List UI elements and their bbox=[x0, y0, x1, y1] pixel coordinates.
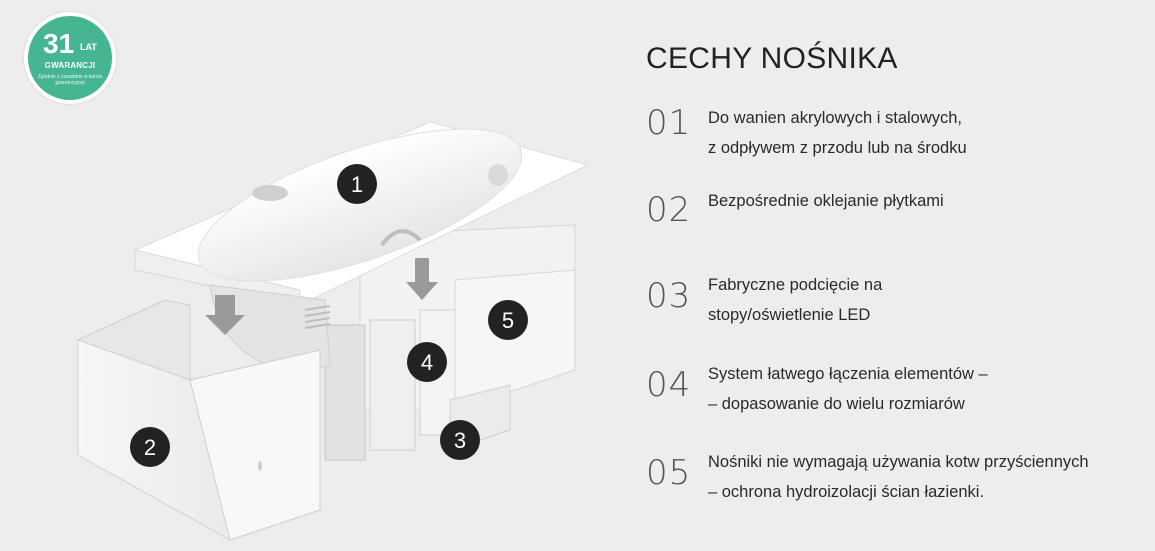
feature-line: Do wanien akrylowych i stalowych, bbox=[708, 109, 963, 127]
feature-number: 05 bbox=[646, 453, 692, 493]
guarantee-badge-circle bbox=[28, 16, 112, 100]
feature-number: 04 bbox=[646, 365, 692, 405]
feature-text bbox=[708, 270, 882, 330]
guarantee-label: GWARANCJI bbox=[44, 61, 96, 70]
guarantee-note: Zgodnie z zasadami w karcie gwarancyjnej bbox=[37, 74, 103, 86]
feature-line: Nośniki nie wymagają używania kotw przyściennych bbox=[708, 453, 1089, 471]
feature-line: – ochrona hydroizolacji ścian łazienki. bbox=[708, 483, 985, 501]
feature-number: 02 bbox=[646, 190, 692, 230]
bathtub-carrier-illustration bbox=[70, 110, 590, 550]
guarantee-lat: LAT bbox=[80, 42, 97, 52]
feature-text bbox=[708, 103, 967, 163]
feature-number: 03 bbox=[646, 276, 692, 316]
feature-line: – dopasowanie do wielu rozmiarów bbox=[708, 395, 965, 413]
feature-text bbox=[708, 447, 1089, 507]
feature-line: stopy/oświetlenie LED bbox=[708, 306, 871, 324]
guarantee-badge bbox=[24, 12, 116, 104]
marker-4 bbox=[407, 342, 447, 382]
feature-line: Fabryczne podcięcie na bbox=[708, 276, 883, 294]
svg-text:3: 3 bbox=[453, 428, 467, 453]
marker-2 bbox=[130, 427, 170, 467]
guarantee-years: 31 bbox=[43, 28, 75, 59]
marker-3 bbox=[440, 420, 480, 460]
feature-number: 01 bbox=[646, 103, 692, 143]
feature-line: Bezpośrednie oklejanie płytkami bbox=[708, 192, 944, 210]
feature-line: z odpływem z przodu lub na środku bbox=[708, 139, 967, 157]
marker-1 bbox=[337, 164, 377, 204]
feature-line: System łatwego łączenia elementów – bbox=[708, 365, 988, 383]
marker-5 bbox=[488, 300, 528, 340]
page-title: CECHY NOŚNIKA bbox=[646, 42, 898, 75]
svg-text:1: 1 bbox=[350, 172, 364, 197]
svg-text:5: 5 bbox=[501, 308, 515, 333]
svg-text:4: 4 bbox=[420, 350, 434, 375]
svg-text:2: 2 bbox=[143, 435, 157, 460]
feature-text bbox=[708, 186, 944, 216]
feature-text bbox=[708, 359, 988, 419]
